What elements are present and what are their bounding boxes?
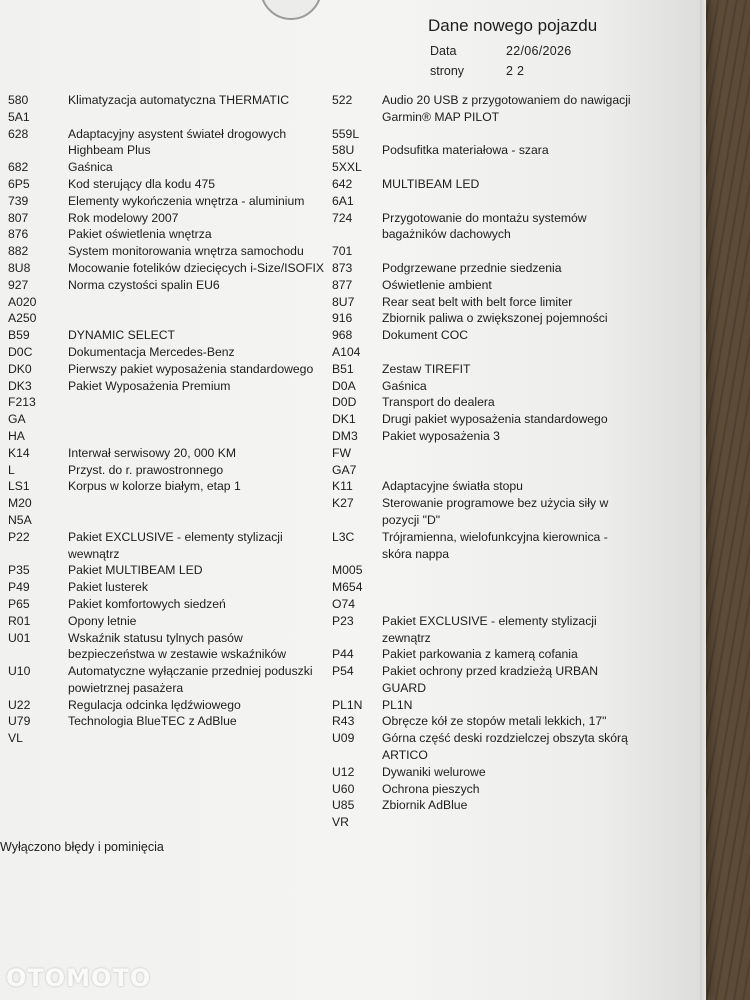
equipment-row bbox=[8, 176, 328, 193]
equipment-row bbox=[8, 126, 328, 160]
option-description: Gaśnica bbox=[68, 160, 113, 175]
option-code: U10 bbox=[8, 664, 31, 679]
option-description bbox=[68, 109, 328, 126]
option-code: L bbox=[8, 462, 15, 477]
option-code: 873 bbox=[332, 260, 353, 275]
option-code: 5A1 bbox=[8, 109, 30, 124]
option-description: Opony letnie bbox=[68, 613, 137, 628]
equipment-row bbox=[8, 210, 328, 227]
option-code: 876 bbox=[8, 227, 29, 242]
equipment-row bbox=[8, 327, 328, 344]
option-code: K11 bbox=[332, 479, 353, 494]
equipment-row bbox=[332, 428, 632, 445]
option-code: D0C bbox=[8, 344, 33, 359]
option-code: DK0 bbox=[8, 361, 32, 376]
equipment-row bbox=[8, 630, 328, 664]
option-code: U12 bbox=[332, 764, 355, 779]
option-description: MULTIBEAM LED bbox=[382, 176, 480, 191]
equipment-row bbox=[8, 226, 328, 243]
option-description: Korpus w kolorze białym, etap 1 bbox=[68, 479, 241, 494]
equipment-row bbox=[8, 562, 328, 579]
option-code: FW bbox=[332, 445, 351, 460]
option-code: B59 bbox=[8, 328, 30, 343]
option-code: 8U7 bbox=[332, 294, 355, 309]
option-description: Drugi pakiet wyposażenia standardowego bbox=[382, 412, 608, 427]
option-code: P44 bbox=[332, 647, 354, 662]
option-description: Pierwszy pakiet wyposażenia standardowego bbox=[68, 361, 314, 376]
option-code: U22 bbox=[8, 697, 31, 712]
equipment-row bbox=[332, 730, 632, 764]
equipment-row bbox=[332, 327, 632, 344]
option-code: HA bbox=[8, 428, 25, 443]
option-description: Automatyczne wyłączanie przedniej poduszki powietrznej pasażera bbox=[68, 664, 313, 695]
option-description: Pakiet Wyposażenia Premium bbox=[68, 378, 231, 393]
option-code: 522 bbox=[332, 93, 353, 107]
option-description: DYNAMIC SELECT bbox=[68, 328, 175, 343]
option-description: Transport do dealera bbox=[382, 395, 495, 410]
option-description: Rear seat belt with belt force limiter bbox=[382, 294, 573, 309]
equipment-row bbox=[332, 411, 632, 428]
option-description: Dywaniki welurowe bbox=[382, 764, 486, 779]
disclaimer-note: Wyłączono błędy i pominięcia bbox=[0, 840, 164, 854]
date-label: Data bbox=[430, 44, 457, 58]
equipment-row bbox=[332, 159, 632, 176]
equipment-row bbox=[332, 781, 632, 798]
equipment-row bbox=[332, 361, 632, 378]
option-code: 927 bbox=[8, 277, 29, 292]
equipment-row bbox=[332, 697, 632, 714]
option-description bbox=[68, 310, 328, 327]
equipment-row bbox=[332, 445, 632, 462]
option-description bbox=[382, 814, 632, 831]
option-description: Dokument COC bbox=[382, 328, 469, 343]
equipment-row bbox=[8, 596, 328, 613]
option-description bbox=[382, 126, 632, 143]
option-description: Oświetlenie ambient bbox=[382, 277, 492, 292]
option-description: Elementy wykończenia wnętrza - aluminium bbox=[68, 193, 305, 208]
option-description: Sterowanie programowe bez użycia siły w pozycji "D" bbox=[382, 496, 609, 527]
option-code: R01 bbox=[8, 613, 31, 628]
option-description: Pakiet oświetlenia wnętrza bbox=[68, 227, 212, 242]
option-description: Podsufitka materiałowa - szara bbox=[382, 143, 549, 158]
option-description bbox=[382, 159, 632, 176]
option-code: 580 bbox=[8, 93, 29, 107]
equipment-row bbox=[8, 260, 328, 277]
equipment-row bbox=[332, 310, 632, 327]
option-description: Zbiornik AdBlue bbox=[382, 798, 468, 813]
option-code: 877 bbox=[332, 277, 353, 292]
equipment-row bbox=[332, 378, 632, 395]
equipment-row bbox=[332, 613, 632, 647]
option-description: Przyst. do r. prawostronnego bbox=[68, 462, 224, 477]
option-code: U09 bbox=[332, 731, 355, 746]
option-code: M654 bbox=[332, 580, 363, 595]
option-description: Wskaźnik statusu tylnych pasów bezpieczeństwa w zestawie wskaźników bbox=[68, 630, 287, 662]
equipment-row bbox=[8, 378, 328, 395]
option-description: Rok modelowy 2007 bbox=[68, 210, 179, 225]
option-code: PL1N bbox=[332, 697, 363, 712]
option-code: U01 bbox=[8, 630, 31, 645]
equipment-row bbox=[332, 764, 632, 781]
equipment-row bbox=[332, 478, 632, 495]
option-description: System monitorowania wnętrza samochodu bbox=[68, 244, 304, 259]
option-code: 739 bbox=[8, 193, 29, 208]
option-description: Pakiet komfortowych siedzeń bbox=[68, 596, 226, 611]
equipment-row bbox=[8, 512, 328, 529]
equipment-list-right bbox=[332, 92, 632, 831]
equipment-row bbox=[8, 411, 328, 428]
option-description: Interwał serwisowy 20, 000 KM bbox=[68, 445, 236, 460]
option-code: O74 bbox=[332, 596, 356, 611]
equipment-row bbox=[8, 361, 328, 378]
pages-label: strony bbox=[430, 64, 465, 78]
equipment-row bbox=[8, 663, 328, 697]
option-description: Pakiet parkowania z kamerą cofania bbox=[382, 647, 578, 662]
option-description bbox=[68, 411, 328, 428]
equipment-row bbox=[332, 344, 632, 361]
equipment-row bbox=[8, 579, 328, 596]
option-description bbox=[68, 428, 328, 445]
option-description: Adaptacyjne światła stopu bbox=[382, 479, 523, 494]
option-description bbox=[68, 394, 328, 411]
option-code: VL bbox=[8, 731, 23, 746]
option-code: K27 bbox=[332, 496, 354, 511]
option-code: P35 bbox=[8, 563, 30, 578]
option-description: PL1N bbox=[382, 697, 413, 712]
option-description: Norma czystości spalin EU6 bbox=[68, 277, 220, 292]
option-description: Adaptacyjny asystent świateł drogowych Highbeam Plus bbox=[68, 126, 287, 158]
equipment-row bbox=[332, 579, 632, 596]
equipment-row bbox=[332, 713, 632, 730]
equipment-row bbox=[8, 462, 328, 479]
option-description: Pakiet EXCLUSIVE - elementy stylizacji zewnątrz bbox=[382, 613, 597, 645]
option-code: 8U8 bbox=[8, 260, 31, 275]
option-code: DK1 bbox=[332, 412, 356, 427]
option-code: D0D bbox=[332, 395, 357, 410]
option-code: 701 bbox=[332, 244, 353, 259]
option-description: Kod sterujący dla kodu 475 bbox=[68, 176, 216, 191]
equipment-row bbox=[8, 730, 328, 747]
option-code: 882 bbox=[8, 244, 29, 259]
punch-hole bbox=[260, 0, 322, 20]
option-description bbox=[382, 193, 632, 210]
option-description bbox=[68, 495, 328, 512]
option-code: D0A bbox=[332, 378, 356, 393]
option-code: 58U bbox=[332, 143, 355, 158]
option-description: Regulacja odcinka lędźwiowego bbox=[68, 697, 241, 712]
equipment-row bbox=[8, 428, 328, 445]
option-description bbox=[382, 562, 632, 579]
option-code: P23 bbox=[332, 613, 354, 628]
equipment-row bbox=[332, 210, 632, 244]
otomoto-watermark-logo: OTOMOTO bbox=[6, 964, 152, 992]
equipment-row bbox=[8, 529, 328, 563]
equipment-row bbox=[332, 529, 632, 563]
equipment-row bbox=[8, 445, 328, 462]
option-description: Zestaw TIREFIT bbox=[382, 361, 471, 376]
equipment-row bbox=[332, 193, 632, 210]
option-code: A250 bbox=[8, 311, 37, 326]
option-code: A104 bbox=[332, 344, 361, 359]
option-description bbox=[382, 243, 632, 260]
equipment-row bbox=[8, 294, 328, 311]
equipment-row bbox=[8, 495, 328, 512]
option-description bbox=[382, 596, 632, 613]
option-code: P54 bbox=[332, 664, 354, 679]
option-code: 807 bbox=[8, 210, 29, 225]
equipment-row bbox=[8, 109, 328, 126]
equipment-row bbox=[8, 394, 328, 411]
option-description: Pakiet MULTIBEAM LED bbox=[68, 563, 203, 578]
equipment-row bbox=[8, 613, 328, 630]
option-description: Ochrona pieszych bbox=[382, 781, 480, 796]
equipment-row bbox=[332, 243, 632, 260]
equipment-row bbox=[332, 277, 632, 294]
equipment-row bbox=[8, 193, 328, 210]
option-code: L3C bbox=[332, 529, 355, 544]
option-description bbox=[68, 730, 328, 747]
option-description: Przygotowanie do montażu systemów bagażników dachowych bbox=[382, 210, 587, 242]
equipment-row bbox=[8, 344, 328, 361]
option-code: 916 bbox=[332, 311, 353, 326]
equipment-row bbox=[332, 176, 632, 193]
option-description bbox=[382, 344, 632, 361]
equipment-row bbox=[332, 142, 632, 159]
equipment-row bbox=[8, 243, 328, 260]
paper-edge bbox=[700, 0, 706, 1000]
option-code: F213 bbox=[8, 395, 36, 410]
document-title: Dane nowego pojazdu bbox=[428, 16, 598, 35]
option-code: B51 bbox=[332, 361, 354, 376]
option-code: 559L bbox=[332, 126, 360, 141]
option-description bbox=[382, 462, 632, 479]
option-code: DK3 bbox=[8, 378, 32, 393]
option-code: 642 bbox=[332, 176, 353, 191]
equipment-row bbox=[8, 277, 328, 294]
option-code: M20 bbox=[8, 496, 32, 511]
option-code: GA7 bbox=[332, 462, 357, 477]
equipment-list-left bbox=[8, 92, 328, 747]
option-description bbox=[68, 294, 328, 311]
equipment-row bbox=[332, 596, 632, 613]
option-code: N5A bbox=[8, 512, 32, 527]
option-code: 682 bbox=[8, 160, 29, 175]
equipment-row bbox=[332, 394, 632, 411]
option-code: LS1 bbox=[8, 479, 30, 494]
option-description: Technologia BlueTEC z AdBlue bbox=[68, 714, 237, 729]
option-description: Zbiornik paliwa o zwiększonej pojemności bbox=[382, 311, 608, 326]
option-description: Pakiet ochrony przed kradzieżą URBAN GUARD bbox=[382, 664, 599, 695]
equipment-row bbox=[8, 478, 328, 495]
option-code: 5XXL bbox=[332, 160, 362, 175]
option-description bbox=[382, 579, 632, 596]
option-code: A020 bbox=[8, 294, 37, 309]
option-description: Audio 20 USB z przygotowaniem do nawigacji Garmin® MAP PILOT bbox=[382, 93, 631, 124]
equipment-row bbox=[332, 92, 632, 126]
equipment-row bbox=[8, 697, 328, 714]
option-code: M005 bbox=[332, 563, 363, 578]
option-code: U79 bbox=[8, 714, 31, 729]
equipment-row bbox=[332, 814, 632, 831]
equipment-row bbox=[332, 663, 632, 697]
option-description: Mocowanie fotelików dziecięcych i-Size/ISOFIX bbox=[68, 260, 325, 275]
option-code: R43 bbox=[332, 714, 355, 729]
equipment-row bbox=[8, 92, 328, 109]
equipment-row bbox=[8, 159, 328, 176]
option-description: Pakiet EXCLUSIVE - elementy stylizacji wewnątrz bbox=[68, 529, 283, 561]
option-description: Pakiet wyposażenia 3 bbox=[382, 428, 500, 443]
option-code: 968 bbox=[332, 328, 353, 343]
equipment-row bbox=[332, 126, 632, 143]
equipment-row bbox=[332, 797, 632, 814]
equipment-row bbox=[332, 562, 632, 579]
option-code: 6A1 bbox=[332, 193, 354, 208]
option-description: Dokumentacja Mercedes-Benz bbox=[68, 344, 235, 359]
option-description: Podgrzewane przednie siedzenia bbox=[382, 260, 562, 275]
equipment-row bbox=[8, 310, 328, 327]
option-code: P22 bbox=[8, 529, 30, 544]
option-code: U85 bbox=[332, 798, 355, 813]
option-description: Pakiet lusterek bbox=[68, 580, 148, 595]
option-code: 724 bbox=[332, 210, 353, 225]
option-code: GA bbox=[8, 412, 26, 427]
option-description bbox=[68, 512, 328, 529]
equipment-row bbox=[332, 462, 632, 479]
option-code: 628 bbox=[8, 126, 29, 141]
date-value: 22/06/2026 bbox=[506, 44, 572, 58]
equipment-row bbox=[332, 294, 632, 311]
option-description: Obręcze kół ze stopów metali lekkich, 17" bbox=[382, 714, 607, 729]
equipment-row bbox=[332, 646, 632, 663]
option-description: Trójramienna, wielofunkcyjna kierownica - skóra nappa bbox=[382, 529, 608, 561]
option-description: Klimatyzacja automatyczna THERMATIC bbox=[68, 93, 290, 107]
option-description bbox=[382, 445, 632, 462]
equipment-row bbox=[8, 713, 328, 730]
equipment-row bbox=[332, 260, 632, 277]
option-code: P49 bbox=[8, 580, 30, 595]
pages-value: 2 2 bbox=[506, 64, 525, 78]
option-description: Górna część deski rozdzielczej obszyta skórą ARTICO bbox=[382, 731, 628, 763]
option-code: 6P5 bbox=[8, 176, 30, 191]
option-description: Gaśnica bbox=[382, 378, 427, 393]
option-code: P65 bbox=[8, 596, 30, 611]
equipment-row bbox=[332, 495, 632, 529]
option-code: DM3 bbox=[332, 428, 358, 443]
option-code: K14 bbox=[8, 445, 30, 460]
option-code: VR bbox=[332, 815, 349, 830]
option-code: U60 bbox=[332, 781, 355, 796]
